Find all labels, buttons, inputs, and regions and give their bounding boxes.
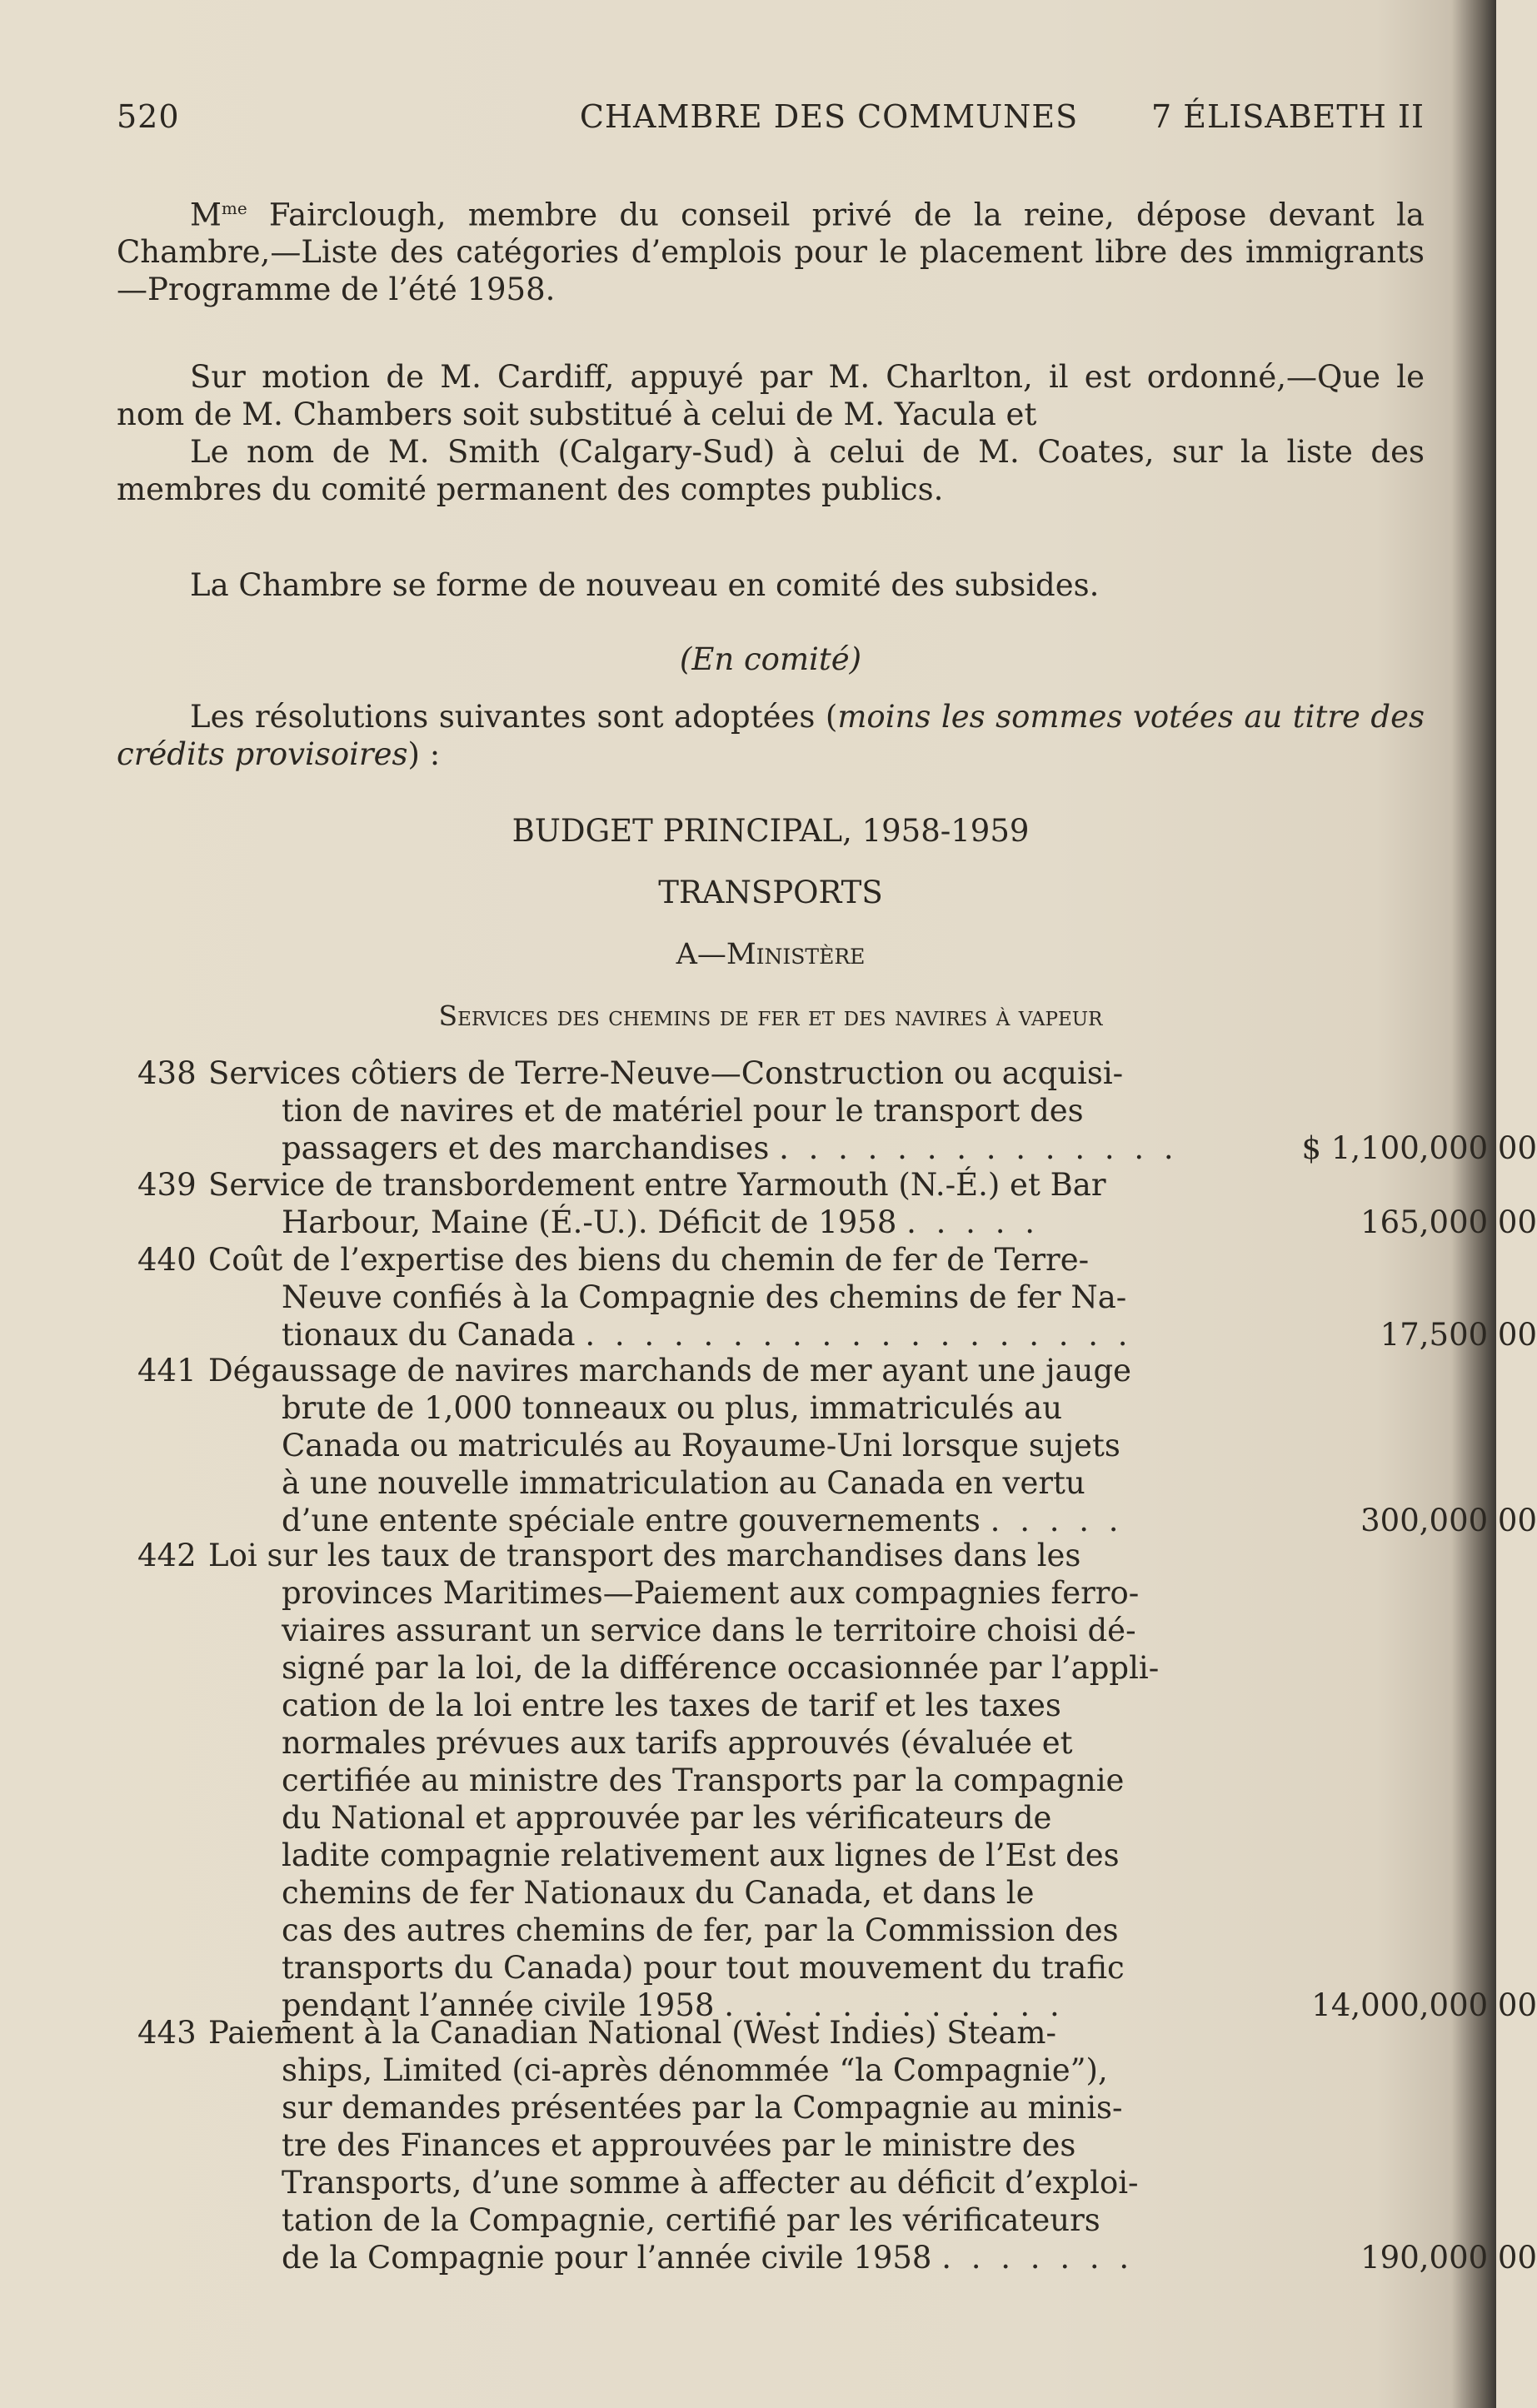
item-number: 443 xyxy=(137,2015,197,2051)
paragraph-resolutions xyxy=(117,698,1425,773)
item-line: Harbour, Maine (É.-U.). Déficit de 1958 xyxy=(282,1204,897,1240)
leader-dots: . . . . . . . . . . . . . . xyxy=(779,1130,1179,1166)
item-line: cas des autres chemins de fer, par la Commission des xyxy=(282,1912,1119,1948)
item-amount: $ 1,100,000 00 xyxy=(1301,1130,1537,1166)
leader-dots: . . . . . . . . . . . . . . . . . . . xyxy=(585,1317,1133,1353)
budget-title: BUDGET PRINCIPAL, 1958-1959 xyxy=(512,813,1030,849)
item-amount: 300,000 00 xyxy=(1360,1503,1537,1538)
heading-budget xyxy=(117,813,1425,849)
paragraph-motion xyxy=(117,358,1425,508)
item-line: tation de la Compagnie, certifié par les vérificateurs xyxy=(282,2202,1100,2238)
list-item xyxy=(117,1166,1537,1245)
services-title: Services des chemins de fer et des navires à vapeur xyxy=(438,1000,1103,1032)
item-line: tre des Finances et approuvées par le ministre des xyxy=(282,2127,1076,2163)
item-line: Canada ou matriculés au Royaume-Uni lorsque sujets xyxy=(282,1428,1120,1463)
leader-dots: . . . . . . . . . . . . xyxy=(724,1987,1065,2023)
item-line: transports du Canada) pour tout mouvement du trafic xyxy=(282,1950,1125,1986)
item-number: 438 xyxy=(137,1055,197,1091)
en-comite-text: (En comité) xyxy=(679,641,862,677)
item-line: à une nouvelle immatriculation au Canada en vertu xyxy=(282,1465,1085,1501)
item-line: Coût de l’expertise des biens du chemin de fer de Terre- xyxy=(208,1242,1090,1278)
paragraph-comite xyxy=(117,566,1425,604)
item-line xyxy=(208,2014,1291,2052)
item-line: certifiée au ministre des Transports par la compagnie xyxy=(282,1762,1125,1798)
p4-text: La Chambre se forme de nouveau en comité des subsides. xyxy=(190,567,1100,603)
item-line: ladite compagnie relativement aux lignes de l’Est des xyxy=(282,1837,1120,1873)
item-line: provinces Maritimes—Paiement aux compagnies ferro- xyxy=(282,1575,1140,1611)
item-line: Service de transbordement entre Yarmouth (N.-É.) et Bar xyxy=(208,1167,1106,1203)
transports-title: TRANSPORTS xyxy=(658,875,883,910)
item-line: Services côtiers de Terre-Neuve—Construction ou acquisi- xyxy=(208,1055,1124,1091)
heading-ministere xyxy=(117,938,1425,971)
item-line: chemins de fer Nationaux du Canada, et dans le xyxy=(282,1875,1035,1911)
heading-services xyxy=(117,1000,1425,1032)
p2-text: Sur motion de M. Cardiff, appuyé par M. Charlton, il est ordonné,—Que le nom de M. Chambers soit substitué à celui de M. Yacula et xyxy=(117,359,1425,432)
item-line: Loi sur les taux de transport des marchandises dans les xyxy=(208,1538,1081,1573)
en-comite xyxy=(117,641,1425,677)
p5-a: Les résolutions suivantes sont adoptées ( xyxy=(190,699,838,735)
list-item xyxy=(117,1054,1537,1171)
page-number: 520 xyxy=(117,98,180,135)
list-item xyxy=(117,2014,1537,2281)
item-line: viaires assurant un service dans le territoire choisi dé- xyxy=(282,1613,1136,1648)
item-line: d’une entente spéciale entre gouvernements xyxy=(282,1503,981,1538)
item-line: Transports, d’une somme à affecter au déficit d’exploi- xyxy=(282,2165,1139,2201)
item-number: 440 xyxy=(137,1242,197,1278)
item-line: brute de 1,000 tonneaux ou plus, immatriculés au xyxy=(282,1390,1063,1426)
ministere-title: A—Ministère xyxy=(676,938,866,971)
item-number: 441 xyxy=(137,1353,197,1388)
item-line: passagers et des marchandises xyxy=(282,1130,770,1166)
session-label: 7 ÉLISABETH II xyxy=(1151,98,1425,135)
item-line: de la Compagnie pour l’année civile 1958 xyxy=(282,2240,932,2276)
item-amount: 17,500 00 xyxy=(1380,1317,1537,1353)
paragraph-fairclough xyxy=(117,190,1425,308)
item-line-text: Paiement à la Canadian National (West Indies) Steam- xyxy=(208,2015,1057,2051)
p5-em: moins les sommes votées au titre des crédits provisoires xyxy=(117,699,1425,772)
item-line: ships, Limited (ci-après dénommée “la Compagnie”), xyxy=(282,2052,1108,2088)
leader-dots: . . . . . . . xyxy=(941,2240,1135,2276)
heading-transports xyxy=(117,875,1425,910)
running-header xyxy=(117,98,1425,135)
item-amount: 14,000,000 00 xyxy=(1311,1987,1537,2023)
item-line: pendant l’année civile 1958 xyxy=(282,1987,715,2023)
item-line: Neuve confiés à la Compagnie des chemins de fer Na- xyxy=(282,1279,1127,1315)
p1-sup: me xyxy=(221,198,247,218)
item-line: sur demandes présentées par la Compagnie au minis- xyxy=(282,2090,1123,2126)
item-line: cation de la loi entre les taxes de tarif et les taxes xyxy=(282,1688,1061,1723)
p3-text: Le nom de M. Smith (Calgary-Sud) à celui de M. Coates, sur la liste des membres du comité permanent des comptes publics. xyxy=(117,434,1425,507)
item-number: 442 xyxy=(137,1538,197,1573)
p1-text: Fairclough, membre du conseil privé de la reine, dépose devant la Chambre,—Liste des catégories d’emplois pour le placement libre des immigrants—Programme de l’été 1958. xyxy=(117,197,1425,308)
item-line: normales prévues aux tarifs approuvés (évaluée et xyxy=(282,1725,1073,1761)
p1-lead: M xyxy=(190,197,222,233)
list-item xyxy=(117,1241,1537,1358)
item-line: tion de navires et de matériel pour le transport des xyxy=(282,1093,1084,1129)
chamber-title: CHAMBRE DES COMMUNES xyxy=(579,98,1079,135)
item-line: signé par la loi, de la différence occasionnée par l’appli- xyxy=(282,1650,1160,1686)
leader-dots: . . . . . xyxy=(990,1503,1124,1538)
item-number: 439 xyxy=(137,1167,197,1203)
p5-b: ) : xyxy=(407,736,441,772)
item-line: du National et approuvée par les vérificateurs de xyxy=(282,1800,1052,1836)
item-line: tionaux du Canada xyxy=(282,1317,576,1353)
item-amount: 165,000 00 xyxy=(1360,1204,1537,1240)
list-item xyxy=(117,1537,1537,2028)
list-item xyxy=(117,1352,1537,1543)
item-amount: 190,000 00 xyxy=(1360,2240,1537,2276)
item-line: Dégaussage de navires marchands de mer ayant une jauge xyxy=(208,1353,1132,1388)
leader-dots: . . . . . xyxy=(906,1204,1040,1240)
